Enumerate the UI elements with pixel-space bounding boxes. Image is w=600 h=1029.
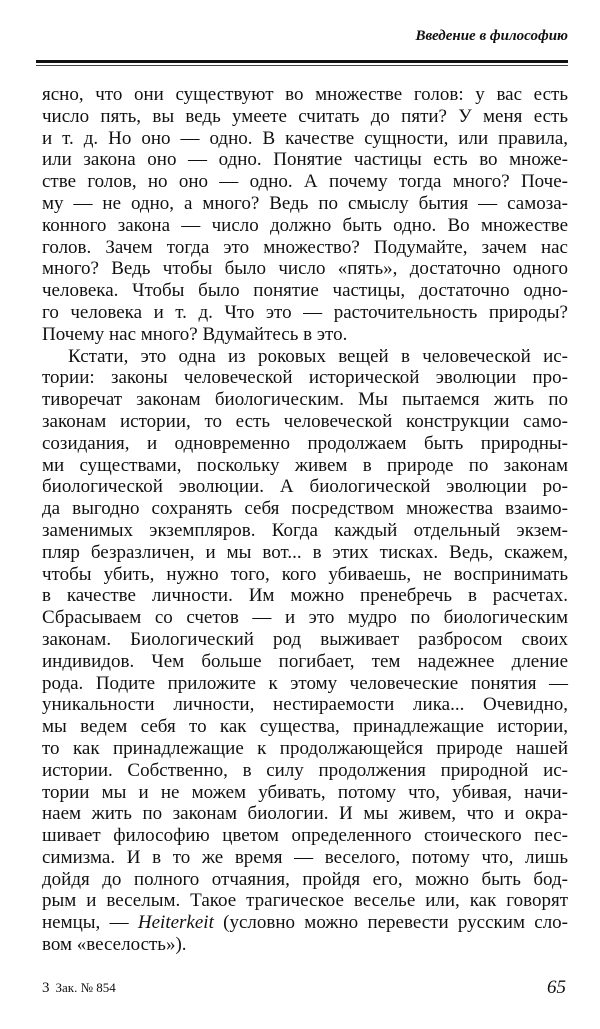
text-line: законам. Биологический род выживает разбросом своих xyxy=(42,628,568,650)
text-line: биологической эволюции. А биологической эволюции ро- xyxy=(42,476,568,498)
text-line: Почему нас много? Вдумайтесь в это. xyxy=(42,323,348,345)
text-line: уникальности личности, нестираемости лика... Очевидно, xyxy=(42,694,568,716)
text-line: пляр безразличен, и мы вот... в этих тисках. Ведь, скажем, xyxy=(42,541,568,563)
page-number: 65 xyxy=(547,977,566,998)
running-header: Введение в философию xyxy=(415,28,568,44)
text-line: шивает философию цветом определенного стоического пес- xyxy=(42,825,568,847)
text-line: законам истории, то есть человеческой конструкции само- xyxy=(42,410,568,432)
text-line: рода. Подите приложите к этому человеческие понятия — xyxy=(42,672,568,694)
text-line: рым и веселым. Такое трагическое веселье или, как говорят xyxy=(42,890,568,912)
text-line: му — не одно, а много? Ведь по смыслу бытия — самоза- xyxy=(42,192,568,214)
order-number: Зак. № 854 xyxy=(55,980,116,995)
text-line: тории: законы человеческой исторической эволюции про- xyxy=(42,367,568,389)
text-line: наем жить по законам биологии. И мы живем, что и окра- xyxy=(42,803,568,825)
text-line: ясно, что они существуют во множестве голов: у вас есть xyxy=(42,84,568,105)
header-rule-thin xyxy=(36,65,568,66)
text-line: немцы, — Heiterkeit (условно можно перевести русским сло- xyxy=(42,912,568,934)
text-line: ми существами, поскольку живем в природе по законам xyxy=(42,454,568,476)
text-line: да выгодно сохранять себя посредством множества взаимо- xyxy=(42,498,568,520)
text-line: число пять, вы ведь умеете считать до пяти? У меня есть xyxy=(42,105,568,127)
printer-mark xyxy=(42,980,116,996)
text-line: Сбрасываем со счетов — и это мудро по биологическим xyxy=(42,607,568,629)
text-line: чтобы убить, нужно того, кого убиваешь, не воспринимать xyxy=(42,563,568,585)
text-line: Кстати, это одна из роковых вещей в человеческой ис- xyxy=(68,345,568,367)
text-line: симизма. И в то же время — веселого, потому что, лишь xyxy=(42,846,568,868)
text-line: то как принадлежащие к продолжающейся природе нашей xyxy=(42,737,568,759)
body-text xyxy=(42,84,568,956)
text-line: или закона оно — одно. Понятие частицы есть во множе- xyxy=(42,149,568,171)
text-line: дойдя до полного отчаяния, пройдя его, можно быть бод- xyxy=(42,868,568,890)
text-line: конного закона — число должно быть одно. Во множестве xyxy=(42,214,568,236)
text-line: вом «веселость»). xyxy=(42,934,187,956)
header-rule xyxy=(36,60,568,63)
text-line: голов. Зачем тогда это множество? Подумайте, зачем нас xyxy=(42,236,568,258)
text-line: тиворечат законам биологическим. Мы пытаемся жить по xyxy=(42,389,568,411)
signature-number: 3 xyxy=(42,980,50,996)
text-line: много? Ведь чтобы было число «пять», достаточно одного xyxy=(42,258,568,280)
text-line: индивидов. Чем больше погибает, тем надежнее дление xyxy=(42,650,568,672)
text-line: тории мы и не можем убивать, потому что, убивая, начи- xyxy=(42,781,568,803)
text-line: мы ведем себя то как существа, принадлежащие истории, xyxy=(42,716,568,738)
text-line: человека. Чтобы было понятие частицы, достаточно одно- xyxy=(42,280,568,302)
text-line: го человека и т. д. Что это — расточительность природы? xyxy=(42,301,568,323)
text-line: истории. Собственно, в силу продолжения природной ис- xyxy=(42,759,568,781)
text-line: созидания, и одновременно продолжаем быть природны- xyxy=(42,432,568,454)
text-line: в качестве личности. Им можно пренебречь в расчетах. xyxy=(42,585,568,607)
text-line: стве голов, но оно — одно. А почему тогда много? Поче- xyxy=(42,171,568,193)
text-line: и т. д. Но оно — одно. В качестве сущности, или правила, xyxy=(42,127,568,149)
text-line: заменимых экземпляров. Когда каждый отдельный экзем- xyxy=(42,519,568,541)
